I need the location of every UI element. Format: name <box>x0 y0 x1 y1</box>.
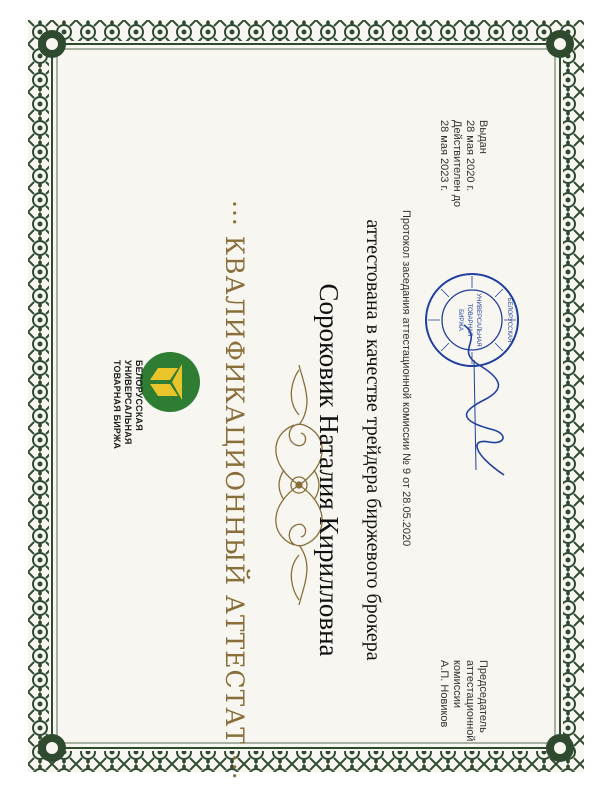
person-name: Сороковик Наталия Кирилловна <box>314 283 344 657</box>
issued-date: 28 мая 2020 г. <box>464 120 476 192</box>
chair-line-1: Председатель <box>477 660 489 733</box>
certificate-content <box>28 20 584 781</box>
seal-text-middle2: ТОВАРНАЯ <box>466 303 472 337</box>
exchange-logo-icon <box>138 350 202 414</box>
seal-text-middle1: УНИВЕРСАЛЬНАЯ <box>475 293 481 347</box>
org-line-1: БЕЛОРУССКАЯ <box>134 360 144 431</box>
commission-chair <box>437 660 489 770</box>
org-line-3: ТОВАРНАЯ БИРЖА <box>112 360 122 450</box>
seal-text-bottom: БИРЖА <box>457 309 463 331</box>
chair-name: А.П. Новиков <box>438 660 450 728</box>
protocol-number: № 9 от <box>400 453 412 489</box>
certificate-title: ··· КВАЛИФИКАЦИОННЫЙ АТТЕСТАТ ··· <box>220 200 249 781</box>
protocol-label: Протокол заседания аттестационной комиссии <box>400 210 412 451</box>
valid-date: 28 мая 2023 г. <box>438 120 450 192</box>
chair-line-3: комиссии <box>451 660 463 709</box>
valid-label: Действителен до <box>451 120 463 208</box>
validity-dates <box>437 120 489 260</box>
chair-line-2: аттестационной <box>464 660 476 742</box>
protocol-date: 28.05.2020 <box>400 491 412 547</box>
org-line-2: УНИВЕРСАЛЬНАЯ <box>123 360 133 445</box>
protocol-line <box>400 210 412 650</box>
issued-label: Выдан <box>477 120 489 154</box>
seal-text-top: БЕЛОРУССКАЯ <box>506 297 512 343</box>
qualification-text: аттестована в качестве трейдера биржевого брокера <box>362 219 384 661</box>
organization-name <box>111 360 144 520</box>
signature-icon <box>444 320 524 480</box>
